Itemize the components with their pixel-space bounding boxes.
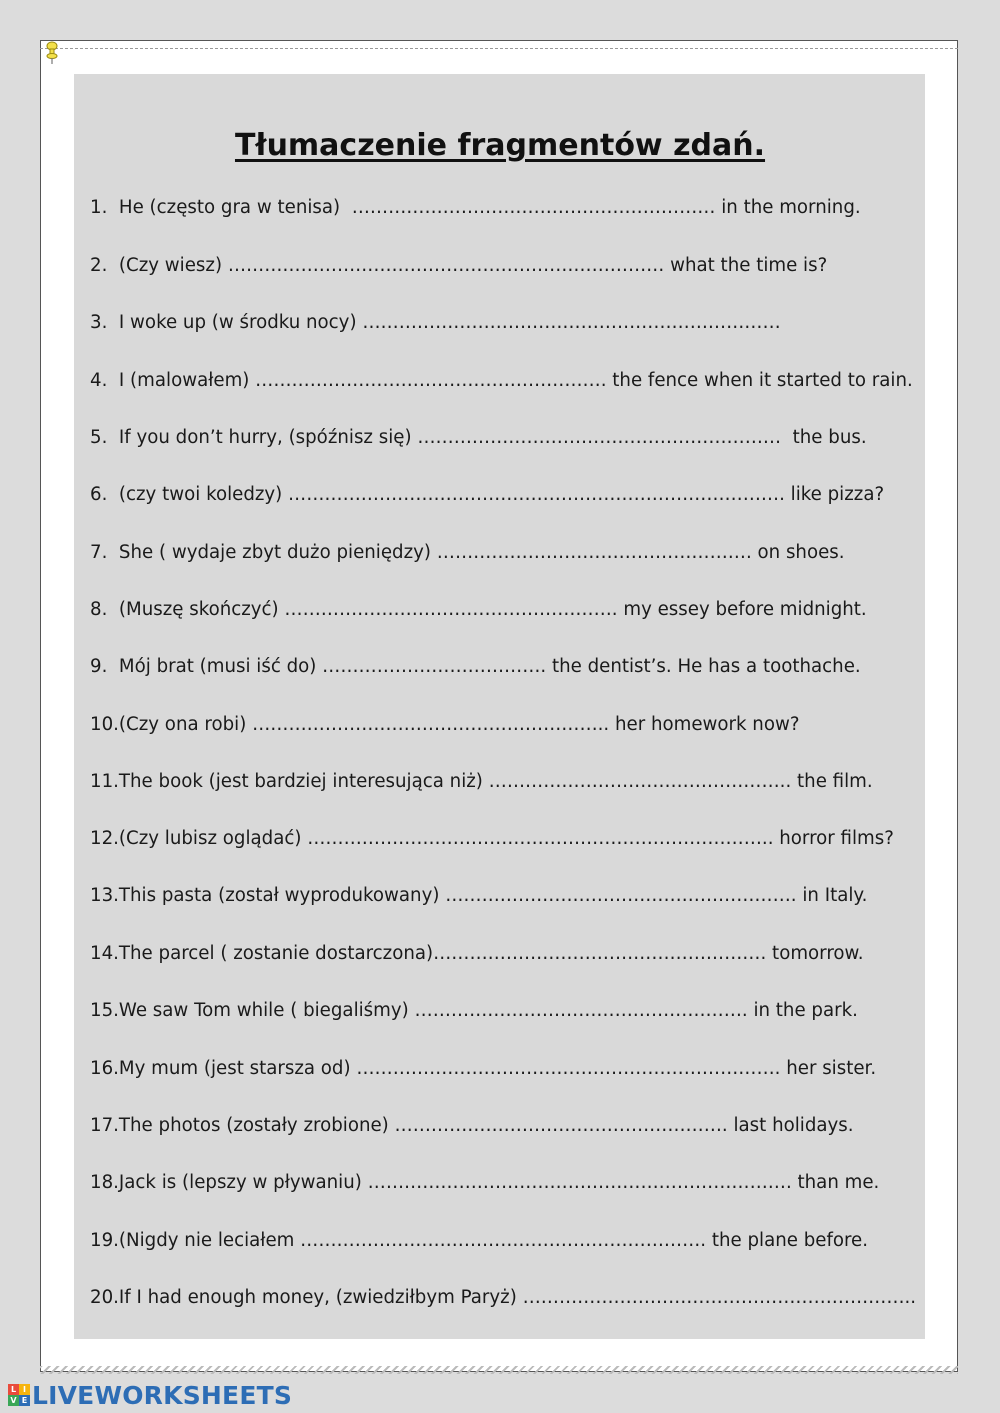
exercise-item: 1. He (często gra w tenisa) …………………………………………………… in the morning. [90, 197, 861, 218]
exercise-item: 7. She ( wydaje zbyt dużo pieniędzy) ……………………………………………. on shoes. [90, 542, 845, 563]
exercise-item: 6. (czy twoi koledzy) ………………………………………………………………………. like pizza? [90, 484, 885, 505]
exercise-item: 19.(Nigdy nie leciałem …………………………………………………………. the plane before. [90, 1230, 869, 1251]
exercise-item: 8. (Muszę skończyć) ………………………………………………. my essey before midnight. [90, 599, 867, 620]
logo-text: LIVEWORKSHEETS [32, 1380, 293, 1410]
sheet-top-divider [40, 48, 958, 49]
exercise-item: 10.(Czy ona robi) ………………………………………………….. her homework now? [90, 714, 800, 735]
pushpin-icon [44, 41, 60, 65]
exercise-item: 9. Mój brat (musi iść do) ………………………………. the dentist’s. He has a toothache. [90, 656, 861, 677]
sheet-torn-edge [40, 1366, 958, 1374]
exercise-item: 3. I woke up (w środku nocy) …………………………………………………………… [90, 312, 781, 333]
exercise-item: 16.My mum (jest starsza od) ……………………………………………………………. her sister. [90, 1058, 877, 1079]
logo-block: E [19, 1395, 30, 1406]
exercise-item: 15.We saw Tom while ( biegaliśmy) ………………………………………………. in the park. [90, 1000, 858, 1021]
exercise-item: 11.The book (jest bardziej interesująca niż) ………………………………………….. the film. [90, 771, 873, 792]
exercise-item: 20.If I had enough money, (zwiedziłbym Paryż) ……………………………………………………….. [90, 1287, 917, 1308]
exercise-item: 12.(Czy lubisz oglądać) ………………………………………………………………….. horror films? [90, 828, 894, 849]
logo-block: L [8, 1384, 19, 1395]
worksheet-title: Tłumaczenie fragmentów zdań. [234, 128, 766, 163]
logo-blocks-icon [8, 1384, 30, 1406]
exercise-item: 5. If you don’t hurry, (spóźnisz się) …………………………………………………… the bus. [90, 427, 867, 448]
liveworksheets-logo[interactable] [8, 1381, 292, 1409]
exercise-item: 14.The parcel ( zostanie dostarczona)………………………………………………. tomorrow. [90, 943, 864, 964]
exercise-item: 17.The photos (zostały zrobione) ………………………………………………. last holidays. [90, 1115, 854, 1136]
exercise-item: 18.Jack is (lepszy w pływaniu) ……………………………………………………………. than me. [90, 1172, 880, 1193]
exercise-item: 2. (Czy wiesz) ……………………………………………………………… what the time is? [90, 255, 828, 276]
exercise-item: 4. I (malowałem) …………………………………………………. the fence when it started to rain. [90, 370, 913, 391]
logo-block: I [19, 1384, 30, 1395]
exercise-item: 13.This pasta (został wyprodukowany) …………………………………………………. in Italy. [90, 885, 868, 906]
logo-block: V [8, 1395, 19, 1406]
